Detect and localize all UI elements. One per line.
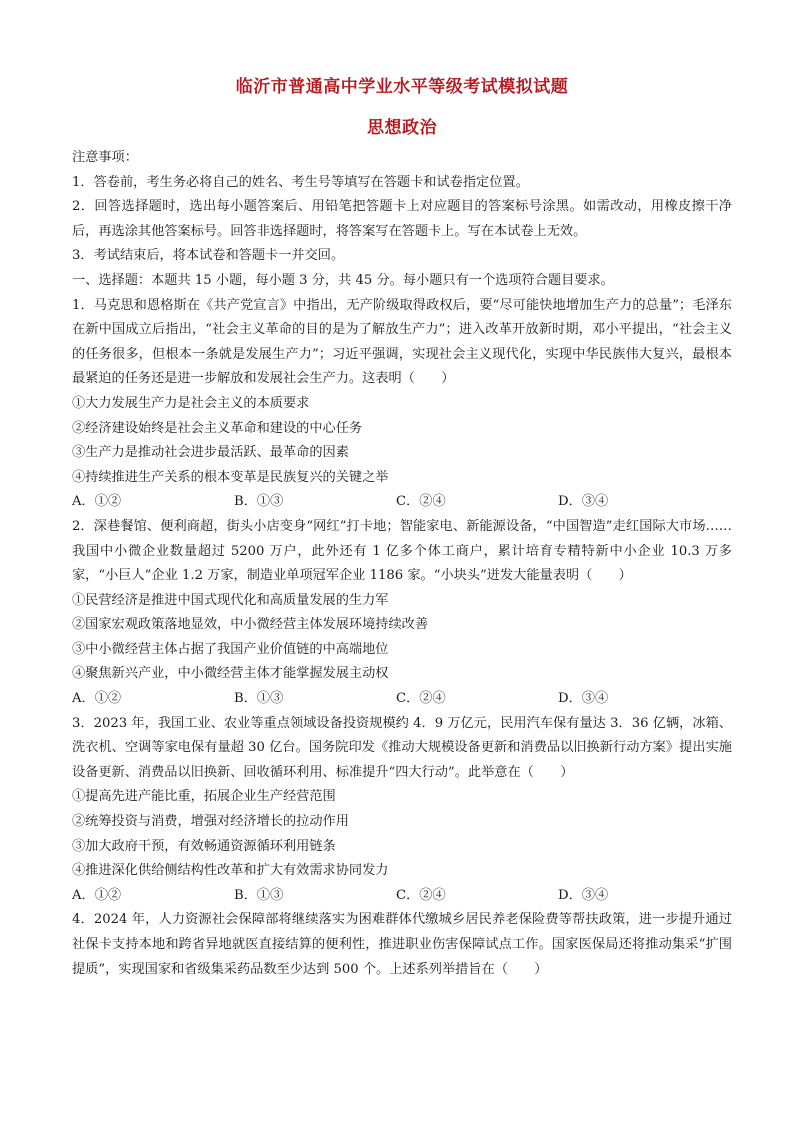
question-1-stem: 1．马克思和恩格斯在《共产党宣言》中指出，无产阶级取得政权后，要“尽可能快地增加生产力的总量”；毛泽东在新中国成立后指出，“社会主义革命的目的是为了解放生产力”；进入改革开放新时期，邓小平提出，“社会主义的任务很多，但根本一条就是发展生产力”；习近平强调，实现社会主义现代化，实现中华民族伟大复兴，最根本最紧迫的任务还是进一步解放和发展社会生产力。这表明（ ） [72, 297, 732, 387]
subject-title: 思想政治 [367, 118, 437, 138]
question-1-statement-1: ①大力发展生产力是社会主义的本质要求 [72, 395, 310, 411]
option-b: B．①③ [234, 691, 284, 707]
question-3-statement-3: ③加大政府干预，有效畅通资源循环利用链条 [72, 838, 336, 854]
option-a: A．①② [72, 887, 122, 903]
option-b: B．①③ [234, 494, 284, 510]
option-d: D．③④ [558, 691, 609, 707]
option-b: B．①③ [234, 887, 284, 903]
question-2-statement-4: ④聚焦新兴产业，中小微经营主体才能掌握发展主动权 [72, 666, 389, 682]
question-3-statement-2: ②统筹投资与消费，增强对经济增长的拉动作用 [72, 814, 349, 830]
notice-item-3: 3．考试结束后，将本试卷和答题卡一并交回。 [72, 248, 345, 264]
question-3-statement-1: ①提高先进产能比重，拓展企业生产经营范围 [72, 789, 336, 805]
question-2-stem: 2．深巷餐馆、便利商超，街头小店变身“网红”打卡地；智能家电、新能源设备，“中国智造”走红国际大市场……我国中小微企业数量超过 5200 万户，此外还有 1 亿多个体工商户，累计培育专精特新中小企业 10.3 万多家，“小巨人”企业 1.2 万家，制造业单项冠军企业 1186 家。“小块头”迸发大能量表明（ ） [72, 518, 732, 584]
option-a: A．①② [72, 691, 122, 707]
question-3-options [72, 884, 732, 909]
question-1-statement-4: ④持续推进生产关系的根本变革是民族复兴的关键之举 [72, 469, 389, 485]
question-2-statement-3: ③中小微经营主体占据了我国产业价值链的中高端地位 [72, 641, 389, 657]
option-a: A．①② [72, 494, 122, 510]
section-heading: 一、选择题：本题共 15 小题，每小题 3 分，共 45 分。每小题只有一个选项符合题目要求。 [72, 272, 614, 288]
question-2-statement-1: ①民营经济是推进中国式现代化和高质量发展的生力军 [72, 592, 389, 608]
option-d: D．③④ [558, 494, 609, 510]
question-4-stem: 4．2024 年，人力资源社会保障部将继续落实为困难群体代缴城乡居民养老保险费等帮扶政策，进一步提升通过社保卡支持本地和跨省异地就医直接结算的便利性，推进职业伤害保障试点工作。国家医保局还将推动集采“扩围提质”，实现国家和省级集采药品数至少达到 500 个。上述系列举措旨在（ ） [72, 912, 732, 977]
question-1-options [72, 490, 732, 515]
question-3-statement-4: ④推进深化供给侧结构性改革和扩大有效需求协同发力 [72, 863, 389, 879]
question-1-statement-2: ②经济建设始终是社会主义革命和建设的中心任务 [72, 420, 363, 436]
option-c: C．②④ [396, 494, 446, 510]
notice-heading: 注意事项： [72, 150, 138, 165]
option-d: D．③④ [558, 887, 609, 903]
question-3-stem: 3．2023 年，我国工业、农业等重点领域设备投资规模约 4．9 万亿元，民用汽车保有量达 3．36 亿辆，冰箱、洗衣机、空调等家电保有量超 30 亿台。国务院印发《推动大规模设备更新和消费品以旧换新行动方案》提出实施设备更新、消费品以旧换新、回收循环利用、标准提升“四大行动”。此举意在（ ） [72, 715, 732, 780]
question-1-statement-3: ③生产力是推动社会进步最活跃、最革命的因素 [72, 445, 349, 461]
option-c: C．②④ [396, 691, 446, 707]
question-2-statement-2: ②国家宏观政策落地显效，中小微经营主体发展环境持续改善 [72, 617, 429, 633]
exam-body [72, 146, 732, 982]
option-c: C．②④ [396, 887, 446, 903]
question-2-options [72, 687, 732, 712]
exam-title: 临沂市普通高中学业水平等级考试模拟试题 [235, 77, 569, 97]
notice-item-2: 2．回答选择题时，选出每小题答案后、用铅笔把答题卡上对应题目的答案标号涂黑。如需改动，用橡皮擦干净后，再选涂其他答案标号。回答非选择题时，将答案写在答题卡上。写在本试卷上无效。 [72, 199, 732, 239]
notice-item-1: 1．答卷前，考生务必将自己的姓名、考生号等填写在答题卡和试卷指定位置。 [72, 174, 529, 190]
